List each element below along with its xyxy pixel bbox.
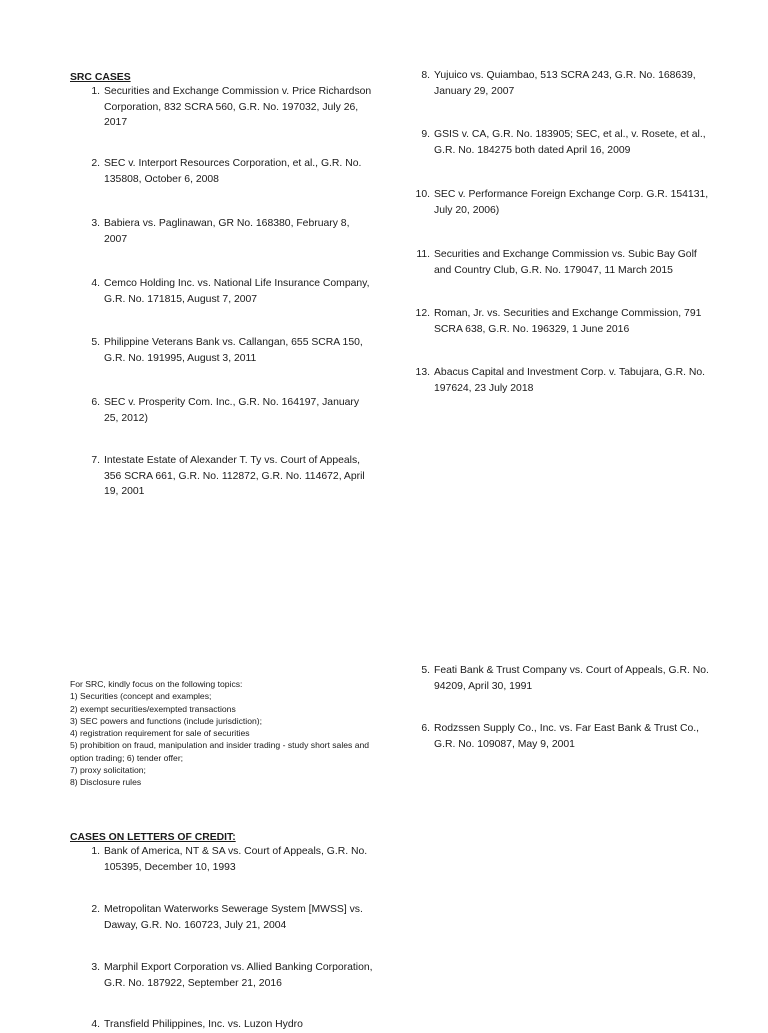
case-text: Marphil Export Corporation vs. Allied Banking Corporation, G.R. No. 187922, September 21, 2016 (104, 962, 373, 989)
list-number: 12. (415, 308, 430, 319)
list-number: 5. (91, 337, 100, 348)
list-number: 11. (416, 249, 430, 260)
list-number: 4. (91, 1019, 100, 1030)
list-number: 6. (421, 723, 430, 734)
note-line: 1) Securities (concept and examples; (70, 691, 212, 702)
case-text: Philippine Veterans Bank vs. Callangan, 655 SCRA 150, G.R. No. 191995, August 3, 2011 (104, 337, 363, 364)
list-number: 3. (91, 218, 100, 229)
list-number: 2. (91, 158, 100, 169)
src-cases-heading: SRC CASES (70, 72, 131, 83)
loc-case-3 (84, 960, 374, 991)
case-text: Intestate Estate of Alexander T. Ty vs. Court of Appeals, 356 SCRA 661, G.R. No. 112872, G.R. No. 114672, April 19, 2001 (104, 455, 365, 497)
case-text: Securities and Exchange Commission vs. Subic Bay Golf and Country Club, G.R. No. 179047, 11 March 2015 (434, 249, 697, 276)
note-line: 8) Disclosure rules (70, 777, 142, 788)
case-text: Yujuico vs. Quiambao, 513 SCRA 243, G.R. No. 168639, January 29, 2007 (434, 70, 696, 97)
loc-case-5 (414, 663, 714, 694)
case-text: GSIS v. CA, G.R. No. 183905; SEC, et al., v. Rosete, et al., G.R. No. 184275 both dated April 16, 2009 (434, 129, 706, 156)
list-number: 2. (91, 904, 100, 915)
case-text: SEC v. Performance Foreign Exchange Corp. G.R. 154131, July 20, 2006) (434, 189, 709, 216)
src-case-5 (84, 335, 374, 366)
list-number: 9. (421, 129, 430, 140)
src-case-12 (414, 306, 714, 337)
case-text: Securities and Exchange Commission v. Price Richardson Corporation, 832 SCRA 560, G.R. No. 197032, July 26, 2017 (104, 86, 372, 128)
list-number: 4. (91, 278, 100, 289)
list-number: 5. (421, 665, 430, 676)
case-text: Rodzssen Supply Co., Inc. vs. Far East Bank & Trust Co., G.R. No. 109087, May 9, 2001 (434, 723, 700, 750)
case-text: Babiera vs. Paglinawan, GR No. 168380, February 8, 2007 (104, 218, 350, 245)
note-line: 5) prohibition on fraud, manipulation and insider trading - study short sales and option trading; 6) tender offer; (70, 740, 370, 763)
src-case-4 (84, 276, 374, 307)
src-case-10 (414, 187, 714, 218)
list-number: 10. (415, 189, 430, 200)
list-number: 3. (91, 962, 100, 973)
src-case-7 (84, 453, 374, 500)
case-text: Feati Bank & Trust Company vs. Court of Appeals, G.R. No. 94209, April 30, 1991 (434, 665, 709, 692)
src-case-13 (414, 365, 714, 396)
list-number: 13. (415, 367, 430, 378)
note-line: 4) registration requirement for sale of securities (70, 728, 250, 739)
note-line: 2) exempt securities/exempted transactions (70, 703, 236, 714)
src-case-11 (414, 247, 714, 278)
case-text: Transfield Philippines, Inc. vs. Luzon Hydro (104, 1019, 303, 1030)
case-text: Cemco Holding Inc. vs. National Life Insurance Company, G.R. No. 171815, August 7, 2007 (104, 278, 370, 305)
case-text: SEC v. Prosperity Com. Inc., G.R. No. 164197, January 25, 2012) (104, 397, 360, 424)
loc-case-6 (414, 721, 714, 752)
letters-of-credit-heading: CASES ON LETTERS OF CREDIT: (70, 832, 236, 843)
list-number: 1. (91, 86, 100, 97)
case-text: Metropolitan Waterworks Sewerage System [MWSS] vs. Daway, G.R. No. 160723, July 21, 2004 (104, 904, 363, 931)
case-text: Bank of America, NT & SA vs. Court of Appeals, G.R. No. 105395, December 10, 1993 (104, 846, 368, 873)
case-text: Abacus Capital and Investment Corp. v. Tabujara, G.R. No. 197624, 23 July 2018 (434, 367, 706, 394)
loc-case-2 (84, 902, 374, 933)
case-text: SEC v. Interport Resources Corporation, et al., G.R. No. 135808, October 6, 2008 (104, 158, 362, 185)
list-number: 8. (421, 70, 430, 81)
src-case-2 (84, 156, 374, 187)
src-case-6 (84, 395, 374, 426)
case-text: Roman, Jr. vs. Securities and Exchange Commission, 791 SCRA 638, G.R. No. 196329, 1 June 2016 (434, 308, 702, 335)
src-case-8 (414, 68, 714, 99)
src-case-9 (414, 127, 714, 158)
src-focus-topics-note (70, 678, 370, 789)
list-number: 6. (91, 397, 100, 408)
loc-case-1 (84, 844, 374, 875)
note-line: 7) proxy solicitation; (70, 765, 146, 776)
src-case-1 (84, 84, 374, 131)
note-line: 3) SEC powers and functions (include jurisdiction); (70, 715, 263, 726)
list-number: 7. (91, 455, 100, 466)
loc-case-4 (84, 1017, 374, 1033)
src-case-3 (84, 216, 374, 247)
list-number: 1. (91, 846, 100, 857)
note-line: For SRC, kindly focus on the following topics: (70, 679, 243, 689)
